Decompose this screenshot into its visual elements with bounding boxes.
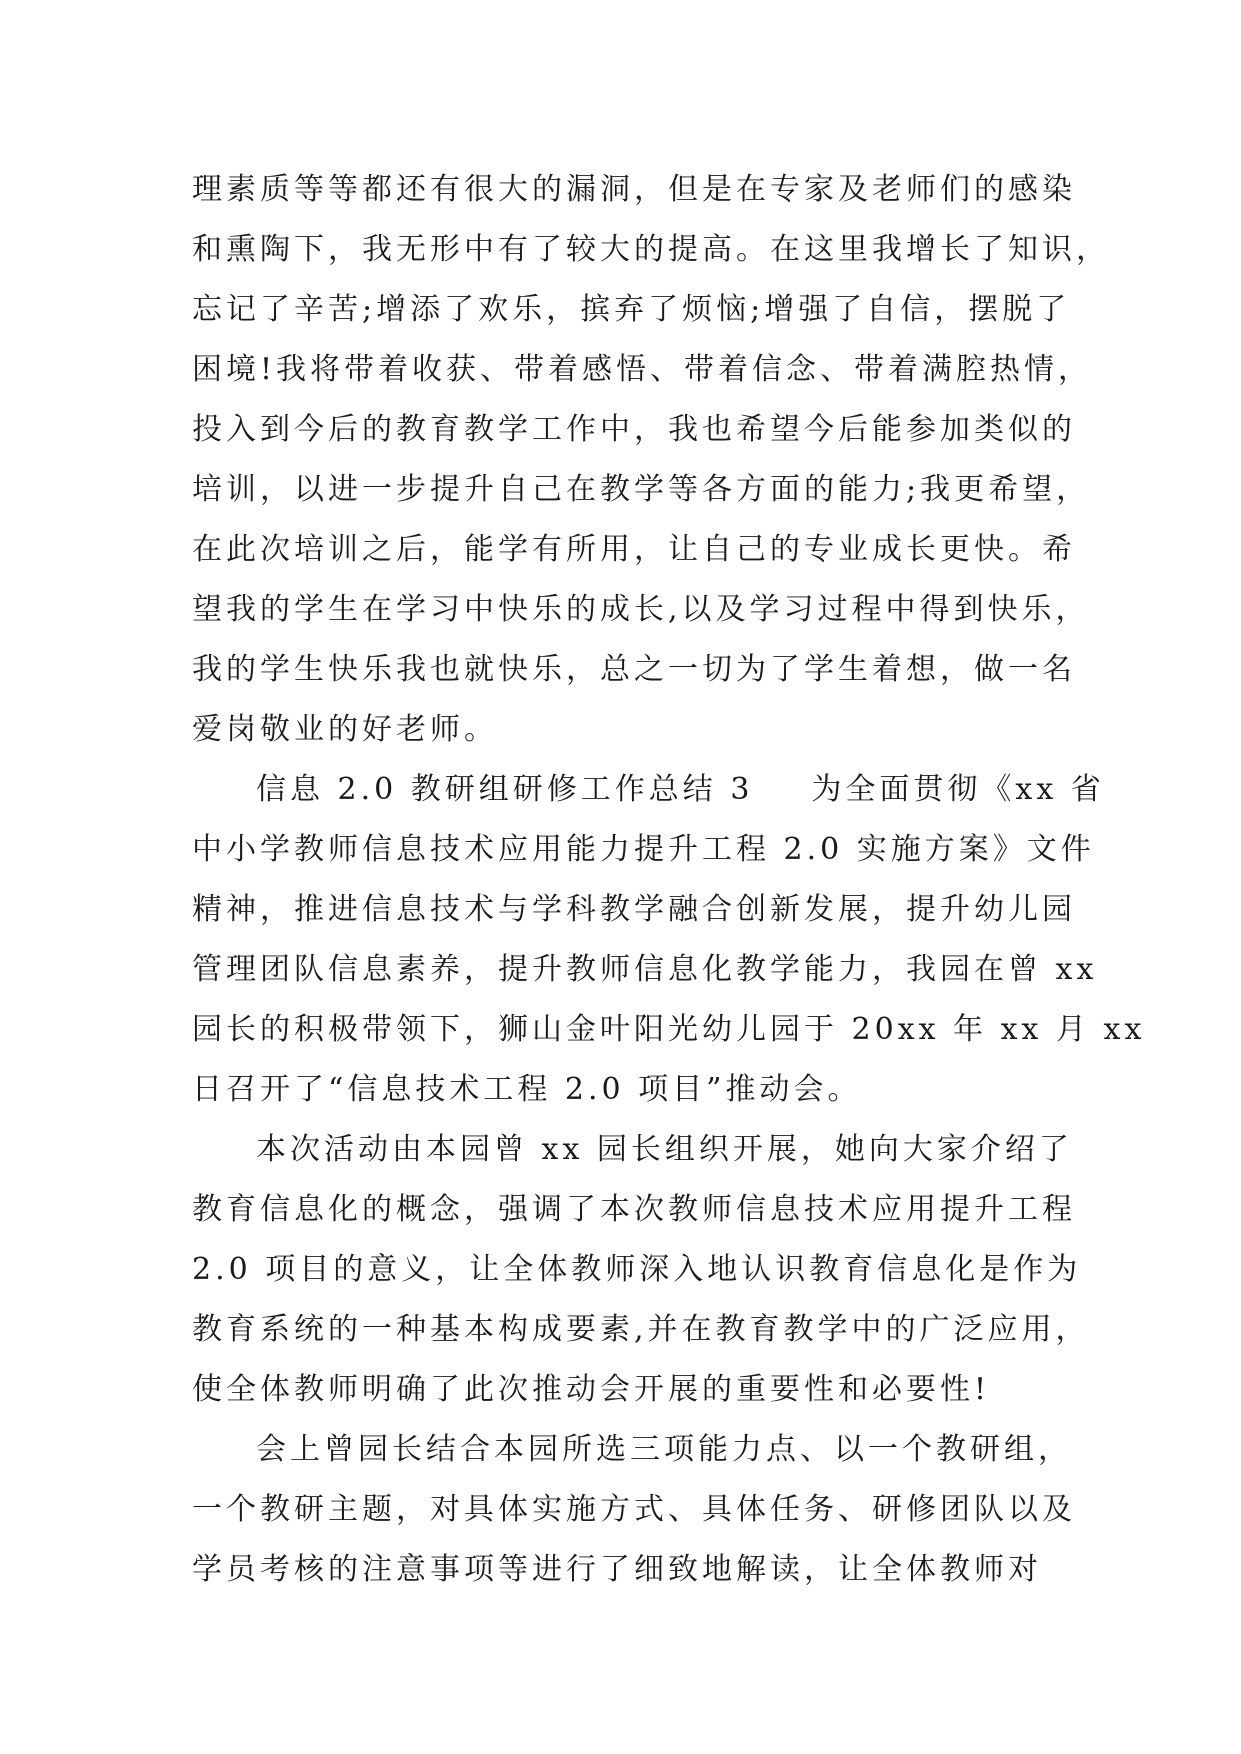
text-line: 理素质等等都还有很大的漏洞，但是在专家及老师们的感染 — [192, 172, 1076, 207]
text-line: 一个教研主题，对具体实施方式、具体任务、研修团队以及 — [192, 1492, 1076, 1527]
text-line: 园长的积极带领下，狮山金叶阳光幼儿园于 20xx 年 xx 月 xx — [192, 1012, 1146, 1047]
text-line: 日召开了“信息技术工程 2.0 项目”推动会。 — [192, 1072, 862, 1107]
text-line: 和熏陶下，我无形中有了较大的提高。在这里我增长了知识， — [192, 232, 1110, 267]
text-line: 爱岗敬业的好老师。 — [192, 712, 498, 747]
paragraph-2 — [192, 760, 1146, 1120]
heading-line-rest: 为全面贯彻《xx 省 — [811, 772, 1105, 807]
paragraph-3 — [192, 1120, 1090, 1420]
text-line: 使全体教师明确了此次推动会开展的重要性和必要性! — [192, 1372, 991, 1407]
text-line: 学员考核的注意事项等进行了细致地解读，让全体教师对 — [192, 1552, 1042, 1587]
text-line: 教育系统的一种基本构成要素,并在教育教学中的广泛应用， — [192, 1312, 1090, 1347]
text-line: 望我的学生在学习中快乐的成长,以及学习过程中得到快乐， — [192, 592, 1090, 627]
text-line: 2.0 项目的意义，让全体教师深入地认识教育信息化是作为 — [192, 1252, 1082, 1287]
text-line: 精神，推进信息技术与学科教学融合创新发展，提升幼儿园 — [192, 892, 1076, 927]
text-line: 管理团队信息素养，提升教师信息化教学能力，我园在曾 xx — [192, 952, 1098, 987]
text-line: 会上曾园长结合本园所选三项能力点、以一个教研组， — [256, 1432, 1072, 1467]
text-line: 投入到今后的教育教学工作中，我也希望今后能参加类似的 — [192, 412, 1076, 447]
text-line: 培训，以进一步提升自己在教学等各方面的能力;我更希望， — [192, 472, 1091, 507]
text-line: 教育信息化的概念，强调了本次教师信息技术应用提升工程 — [192, 1192, 1076, 1227]
text-line-heading — [192, 760, 1105, 820]
text-line: 中小学教师信息技术应用能力提升工程 2.0 实施方案》文件 — [192, 832, 1095, 867]
text-line: 忘记了辛苦;增添了欢乐，摈弃了烦恼;增强了自信，摆脱了 — [192, 292, 1071, 327]
paragraph-4 — [192, 1420, 1076, 1600]
text-line: 困境!我将带着收获、带着感悟、带着信念、带着满腔热情， — [192, 352, 1093, 387]
text-line: 本次活动由本园曾 xx 园长组织开展，她向大家介绍了 — [256, 1132, 1073, 1167]
paragraph-1 — [192, 160, 1110, 760]
text-line: 我的学生快乐我也就快乐，总之一切为了学生着想，做一名 — [192, 652, 1076, 687]
text-line: 在此次培训之后，能学有所用，让自己的专业成长更快。希 — [192, 532, 1076, 567]
document-body — [192, 160, 1146, 1600]
section-heading: 信息 2.0 教研组研修工作总结 3 — [256, 772, 754, 807]
